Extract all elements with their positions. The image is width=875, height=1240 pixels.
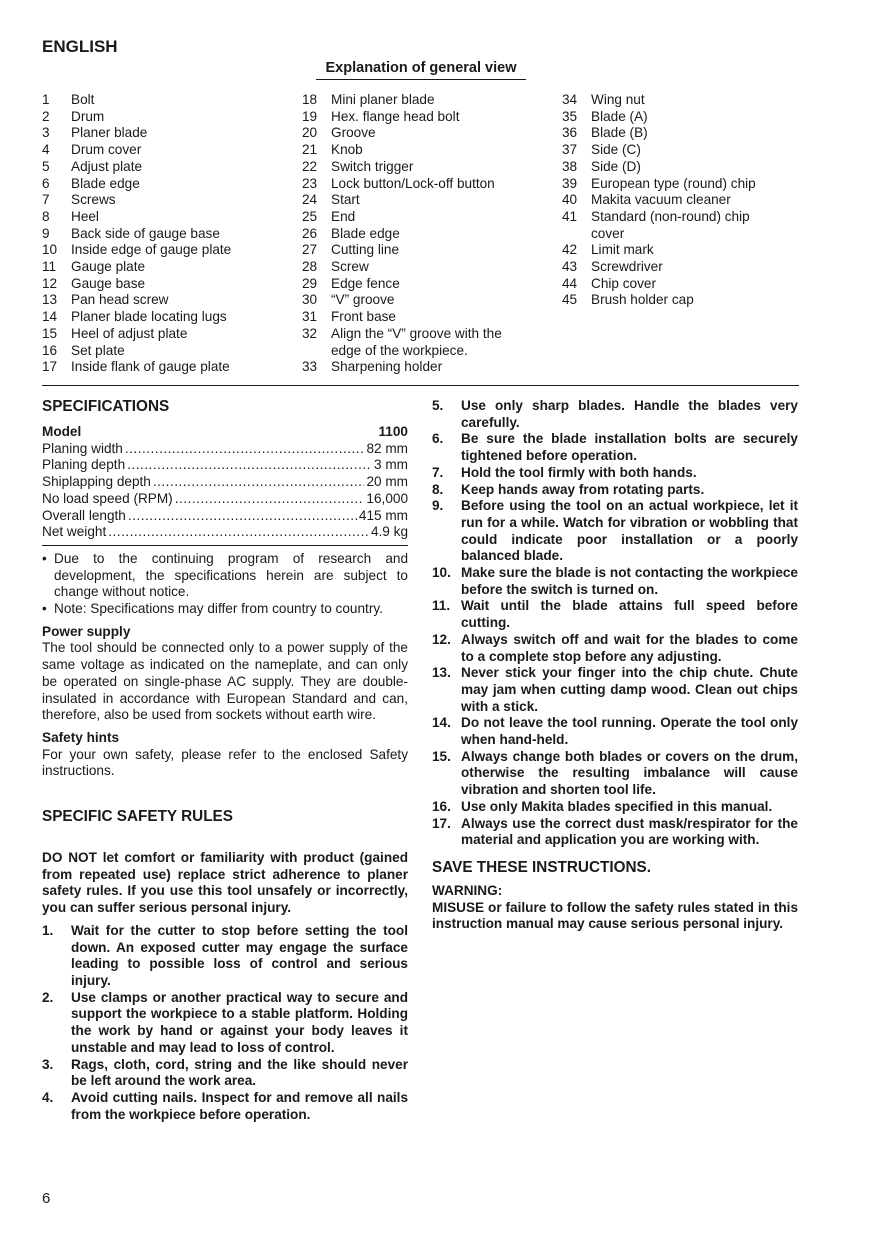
legend-item (302, 242, 524, 259)
spec-label: Planing depth (42, 457, 126, 473)
safety-rule-text: Wait until the blade attains full speed before cutting. (461, 598, 798, 631)
legend-item-label: Screw (331, 259, 369, 275)
legend-item (562, 176, 784, 193)
safety-rule-item (432, 799, 798, 816)
legend-item-label: Inside flank of gauge plate (71, 359, 230, 375)
legend-item (42, 276, 292, 293)
legend-item (302, 276, 524, 293)
legend-item-label: Planer blade locating lugs (71, 309, 227, 325)
safety-rule-number: 12. (432, 631, 451, 647)
legend-item (302, 326, 524, 359)
legend-item-number: 2 (42, 108, 50, 124)
legend-item (562, 292, 784, 309)
legend-item-number: 22 (302, 158, 318, 174)
warning-text: MISUSE or failure to follow the safety rules stated in this instruction manual may cause serious personal injury. (432, 899, 798, 932)
spec-value: 3 mm (374, 457, 408, 473)
legend-item-number: 30 (302, 292, 318, 308)
safety-rule-text: Rags, cloth, cord, string and the like should never be left around the work area. (71, 1056, 408, 1089)
spec-row (42, 457, 408, 474)
safety-rule-item (42, 1057, 408, 1090)
bullet-dot: • (42, 550, 47, 566)
legend-item (302, 176, 524, 193)
spec-label: Overall length (42, 507, 126, 523)
legend-item (42, 109, 292, 126)
legend-item (42, 142, 292, 159)
legend-item (42, 192, 292, 209)
legend-item-label: Set plate (71, 342, 125, 358)
safety-rules-list-left (42, 923, 408, 1123)
spec-leader-dots (108, 524, 369, 541)
safety-rule-item (432, 749, 798, 799)
legend-item (302, 309, 524, 326)
safety-rule-text: Before using the tool on an actual workpiece, let it run for a while. Watch for vibration or wobbling that could indicate poor installation or a poorly balanced blade. (461, 498, 798, 564)
safety-rule-number: 6. (432, 431, 444, 447)
legend-item-number: 32 (302, 325, 318, 341)
safety-rule-number: 13. (432, 665, 451, 681)
legend-item-label: European type (round) chip (591, 175, 756, 191)
legend-item (302, 359, 524, 376)
legend-item-number: 20 (302, 125, 318, 141)
safety-rule-number: 8. (432, 481, 444, 497)
legend-item-label: Wing nut (591, 92, 645, 107)
legend-item-number: 38 (562, 158, 578, 174)
legend-item-label: Side (D) (591, 158, 641, 174)
legend-item-number: 39 (562, 175, 578, 191)
safety-rule-text: Do not leave the tool running. Operate the tool only when hand-held. (461, 715, 798, 748)
legend-item (42, 159, 292, 176)
legend-item (302, 109, 524, 126)
safety-rule-text: Always change both blades or covers on the drum, otherwise the resulting imbalance will cause vibration and shorten tool life. (461, 748, 798, 798)
safety-rule-text: Never stick your finger into the chip chute. Chute may jam when cutting damp wood. Clean out chips with a stick. (461, 665, 798, 714)
legend-item-label: Align the “V” groove with the edge of the workpiece. (331, 325, 502, 358)
legend-item-label: Side (C) (591, 142, 641, 158)
legend-item (562, 159, 784, 176)
legend-item-label: Groove (331, 125, 376, 141)
legend-item-number: 29 (302, 275, 318, 291)
right-column (432, 398, 798, 933)
safety-rule-item (432, 632, 798, 665)
legend-item-label: Adjust plate (71, 158, 143, 174)
legend-item (42, 176, 292, 193)
legend-item-number: 9 (42, 225, 50, 241)
safety-rule-item (432, 665, 798, 715)
safety-rule-text: Use only sharp blades. Handle the blades very carefully. (461, 398, 798, 430)
safety-rule-number: 15. (432, 748, 451, 764)
legend-item-number: 15 (42, 325, 58, 341)
safety-rule-number: 11. (432, 598, 451, 614)
legend-item (42, 309, 292, 326)
legend-item-number: 31 (302, 309, 318, 325)
spec-label: Planing width (42, 440, 123, 456)
power-supply-text: The tool should be connected only to a power supply of the same voltage as indicated on the nameplate, and can only be operated on single-phase AC supply. They are double-insulated in accordance with European Standard and can, therefore, also be used from sockets without earth wire. (42, 640, 408, 723)
legend-item (562, 259, 784, 276)
legend-item (562, 209, 784, 242)
legend-column-3 (562, 92, 784, 309)
safety-rule-text: Always use the correct dust mask/respirator for the material and application you are working with. (461, 815, 798, 848)
safety-rule-text: Avoid cutting nails. Inspect for and remove all nails from the workpiece before operation. (71, 1089, 408, 1122)
language-heading: ENGLISH (42, 37, 118, 56)
legend-item-number: 35 (562, 108, 578, 124)
legend-item-label: Standard (non-round) chip cover (591, 208, 750, 241)
legend-item-label: Knob (331, 142, 363, 158)
general-view-title: Explanation of general view (316, 60, 526, 80)
legend-item (562, 192, 784, 209)
legend-item-number: 11 (42, 259, 57, 275)
legend-item-label: “V” groove (331, 292, 395, 308)
section-divider (42, 385, 799, 386)
legend-item-label: Chip cover (591, 275, 656, 291)
legend-item-number: 24 (302, 192, 318, 208)
safety-rule-number: 3. (42, 1056, 54, 1072)
legend-item-number: 28 (302, 259, 318, 275)
legend-item-label: Cutting line (331, 242, 400, 258)
spec-row (42, 491, 408, 508)
legend-item-label: Blade (B) (591, 125, 648, 141)
safety-rule-text: Use only Makita blades specified in this manual. (461, 798, 773, 814)
spec-model-value: 1100 (378, 424, 408, 439)
spec-leader-dots (175, 491, 365, 508)
legend-item (42, 209, 292, 226)
bullet-dot: • (42, 601, 47, 617)
legend-item (302, 192, 524, 209)
spec-model-label: Model (42, 424, 82, 439)
legend-item (42, 242, 292, 259)
legend-item-label: Gauge plate (71, 259, 146, 275)
safety-rules-intro: DO NOT let comfort or familiarity with product (gained from repeated use) replace strict adherence to planer safety rules. If you use this tool unsafely or incorrectly, you can suffer serious personal injury. (42, 850, 408, 916)
safety-rule-item (432, 598, 798, 631)
legend-item-label: Makita vacuum cleaner (591, 192, 731, 208)
spec-value: 16,000 (366, 490, 408, 506)
safety-rules-list-right (432, 398, 798, 849)
legend-column-1 (42, 92, 292, 376)
legend-item-number: 1 (42, 92, 50, 107)
safety-rule-item (432, 398, 798, 431)
legend-item-label: Screwdriver (591, 259, 663, 275)
legend-item (302, 142, 524, 159)
safety-rule-item (432, 498, 798, 565)
specifications-title: SPECIFICATIONS (42, 398, 170, 415)
legend-item (562, 142, 784, 159)
legend-item-number: 10 (42, 242, 58, 258)
legend-item (562, 276, 784, 293)
power-supply-title: Power supply (42, 623, 131, 639)
safety-rule-text: Hold the tool firmly with both hands. (461, 464, 697, 480)
legend-item-label: Blade edge (71, 175, 140, 191)
spec-note-text: Note: Specifications may differ from country to country. (54, 601, 383, 617)
spec-model-row (42, 424, 408, 441)
spec-label: Net weight (42, 524, 107, 540)
spec-row (42, 524, 408, 541)
legend-item-number: 5 (42, 158, 50, 174)
safety-hints-title: Safety hints (42, 729, 120, 745)
spec-note (42, 601, 408, 618)
spec-note (42, 551, 408, 601)
spec-leader-dots (127, 457, 372, 474)
legend-column-2 (302, 92, 524, 376)
spec-leader-dots (153, 474, 365, 491)
legend-item (302, 159, 524, 176)
safety-rule-text: Make sure the blade is not contacting the workpiece before the switch is turned on. (461, 565, 798, 597)
legend-item-label: Switch trigger (331, 158, 414, 174)
safety-rule-item (432, 465, 798, 482)
legend-item-label: Back side of gauge base (71, 225, 220, 241)
legend-item-label: Front base (331, 309, 396, 325)
legend-item-number: 19 (302, 108, 318, 124)
safety-hints-text: For your own safety, please refer to the enclosed Safety instructions. (42, 746, 408, 779)
safety-rule-item (42, 923, 408, 990)
legend-item (562, 92, 784, 109)
safety-rule-number: 1. (42, 922, 54, 938)
legend-item-label: Inside edge of gauge plate (71, 242, 232, 258)
legend-item-label: Limit mark (591, 242, 654, 258)
legend-item-label: Lock button/Lock-off button (331, 175, 495, 191)
legend-item-number: 37 (562, 142, 578, 158)
safety-rule-number: 7. (432, 464, 444, 480)
legend-item-number: 17 (42, 359, 58, 375)
legend-item-number: 44 (562, 275, 578, 291)
legend-item-number: 36 (562, 125, 578, 141)
safety-rule-number: 10. (432, 565, 451, 581)
legend-item-label: Bolt (71, 92, 95, 107)
legend-item-number: 4 (42, 142, 50, 158)
legend-item-number: 7 (42, 192, 50, 208)
legend-item-number: 14 (42, 309, 58, 325)
legend-item-number: 21 (302, 142, 318, 158)
spec-value: 415 mm (358, 507, 408, 523)
spec-note-text: Due to the continuing program of research and development, the specifications herein are subject to change without notice. (54, 550, 408, 600)
legend-item-number: 25 (302, 208, 318, 224)
legend-item (302, 292, 524, 309)
spec-leader-dots (128, 508, 357, 525)
safety-rule-item (42, 1090, 408, 1123)
legend-item (42, 125, 292, 142)
legend-item-label: Hex. flange head bolt (331, 108, 460, 124)
legend-item-number: 33 (302, 359, 318, 375)
legend-item-label: End (331, 208, 356, 224)
safety-rule-item (432, 482, 798, 499)
legend-item-label: Start (331, 192, 360, 208)
legend-item-label: Drum cover (71, 142, 142, 158)
legend-item-number: 3 (42, 125, 50, 141)
legend-item-number: 12 (42, 275, 58, 291)
legend-item-number: 27 (302, 242, 318, 258)
legend-item-number: 18 (302, 92, 318, 107)
safety-rule-item (42, 990, 408, 1057)
safety-rule-number: 2. (42, 989, 54, 1005)
safety-rule-item (432, 816, 798, 849)
legend-item-label: Heel (71, 208, 99, 224)
safety-rule-item (432, 565, 798, 598)
legend-item (42, 259, 292, 276)
legend-item (42, 343, 292, 360)
legend-item-number: 45 (562, 292, 578, 308)
legend-item-number: 41 (562, 208, 578, 224)
spec-row (42, 508, 408, 525)
legend-item (562, 109, 784, 126)
legend-item (302, 259, 524, 276)
legend-item-label: Blade (A) (591, 108, 648, 124)
legend-item (302, 226, 524, 243)
legend-item-number: 13 (42, 292, 58, 308)
safety-rule-text: Use clamps or another practical way to secure and support the workpiece to a stable platform. Holding the work by hand or against your body leaves it unstable and may lead to loss of control. (71, 989, 408, 1055)
spec-row (42, 474, 408, 491)
spec-row (42, 441, 408, 458)
legend-item-label: Blade edge (331, 225, 400, 241)
safety-rule-number: 17. (432, 815, 451, 831)
legend-item-number: 43 (562, 259, 578, 275)
legend-item-number: 42 (562, 242, 578, 258)
spec-label: No load speed (RPM) (42, 490, 173, 506)
spec-leader-dots (125, 441, 365, 458)
legend-item (302, 125, 524, 142)
legend-item (42, 326, 292, 343)
legend-item-number: 34 (562, 92, 578, 107)
legend-item-number: 23 (302, 175, 318, 191)
legend-item (562, 242, 784, 259)
safety-rule-item (432, 715, 798, 748)
safety-rule-text: Always switch off and wait for the blades to come to a complete stop before any adjusting. (461, 631, 798, 664)
legend-item (302, 209, 524, 226)
legend-item-label: Planer blade (71, 125, 148, 141)
legend-item-number: 8 (42, 208, 50, 224)
legend-item-number: 26 (302, 225, 318, 241)
legend-item-label: Drum (71, 108, 105, 124)
legend-item-label: Heel of adjust plate (71, 325, 188, 341)
legend-item-label: Brush holder cap (591, 292, 694, 308)
legend-item (42, 92, 292, 109)
legend-item-label: Pan head screw (71, 292, 169, 308)
page-number: 6 (42, 1190, 51, 1207)
legend-item-label: Edge fence (331, 275, 400, 291)
legend-item (42, 226, 292, 243)
legend-item-number: 6 (42, 175, 50, 191)
legend-item-label: Mini planer blade (331, 92, 435, 107)
legend-item-label: Screws (71, 192, 116, 208)
safety-rule-number: 14. (432, 715, 451, 731)
safety-rule-number: 16. (432, 798, 451, 814)
save-instructions-title: SAVE THESE INSTRUCTIONS. (432, 858, 651, 876)
legend-item-label: Sharpening holder (331, 359, 443, 375)
safety-rule-number: 4. (42, 1089, 54, 1105)
left-column (42, 398, 408, 1123)
spec-table (42, 441, 408, 541)
warning-title: WARNING: (432, 882, 503, 898)
safety-rule-item (432, 431, 798, 464)
spec-value: 4.9 kg (370, 524, 408, 540)
legend-item (42, 359, 292, 376)
spec-value: 82 mm (366, 440, 408, 456)
safety-rule-text: Be sure the blade installation bolts are securely tightened before operation. (461, 431, 798, 464)
legend-item (562, 125, 784, 142)
legend-item-number: 40 (562, 192, 578, 208)
spec-label: Shiplapping depth (42, 474, 151, 490)
safety-rule-text: Wait for the cutter to stop before setting the tool down. An exposed cutter may engage the surface leading to possible loss of control and serious injury. (71, 922, 408, 988)
legend-item (42, 292, 292, 309)
legend-item-number: 16 (42, 342, 58, 358)
legend-item (302, 92, 524, 109)
safety-rule-number: 9. (432, 498, 444, 514)
specific-safety-rules-title: SPECIFIC SAFETY RULES (42, 808, 233, 826)
safety-rule-number: 5. (432, 398, 444, 413)
spec-divider (42, 545, 408, 546)
spec-value: 20 mm (366, 474, 408, 490)
legend-item-label: Gauge base (71, 275, 146, 291)
safety-rule-text: Keep hands away from rotating parts. (461, 481, 705, 497)
